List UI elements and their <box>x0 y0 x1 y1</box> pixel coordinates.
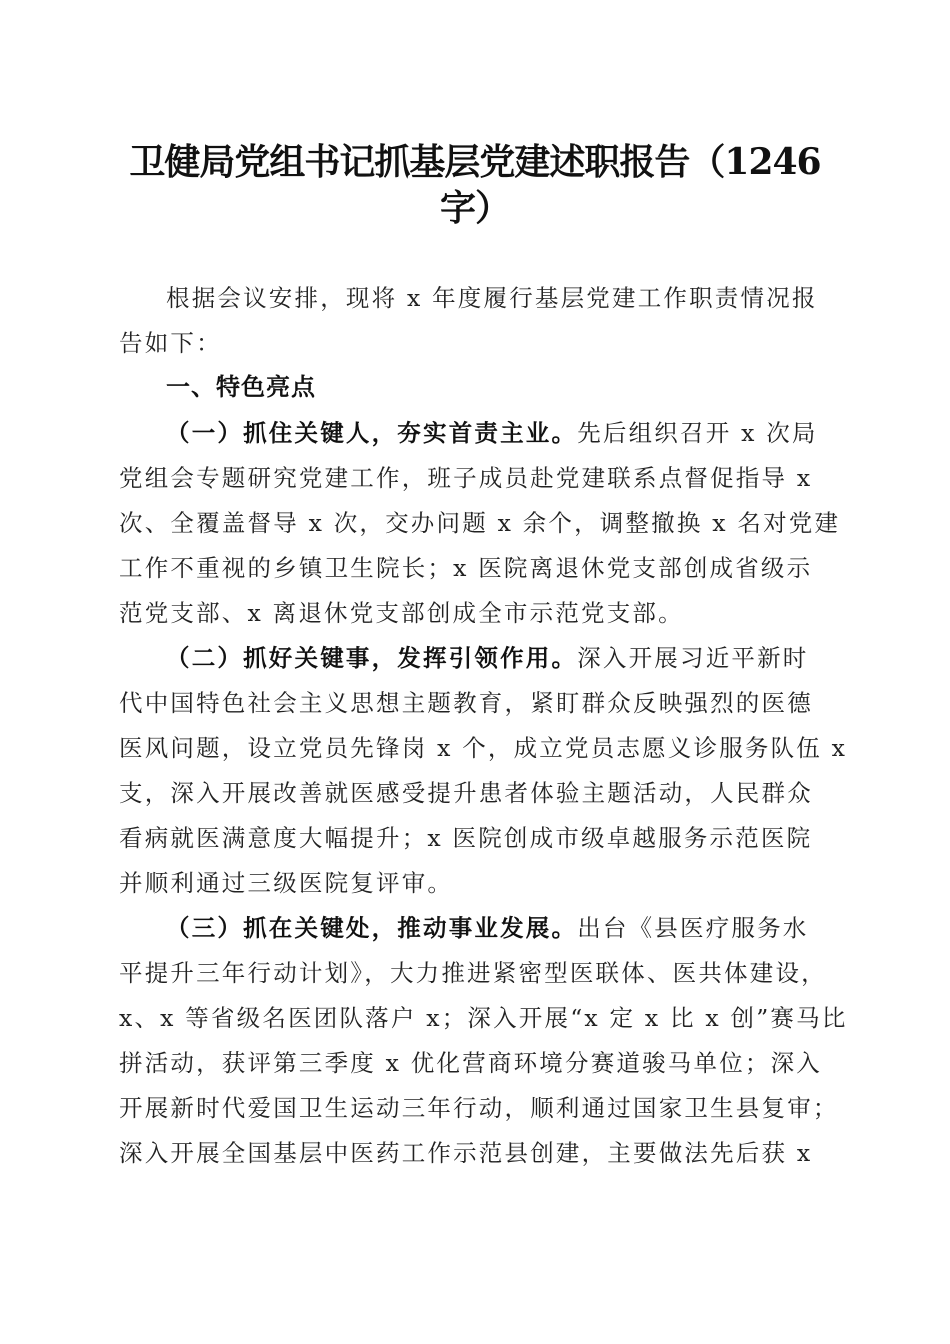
item-2-line-2: 代中国特色社会主义思想主题教育，紧盯群众反映强烈的医德 <box>119 689 813 717</box>
item-1-line-3: 次、全覆盖督导 x 次，交办问题 x 余个，调整撤换 x 名对党建 <box>119 509 841 537</box>
item-2-line-3: 医风问题，设立党员先锋岗 x 个，成立党员志愿义诊服务队伍 x <box>119 734 848 762</box>
item-3-first-line-rest: 出台《县医疗服务水 <box>577 914 809 942</box>
item-3-line-4: 拼活动，获评第三季度 x 优化营商环境分赛道骏马单位；深入 <box>119 1049 822 1077</box>
item-3-line-3: x、x 等省级名医团队落户 x；深入开展“x 定 x 比 x 创”赛马比 <box>119 1004 848 1032</box>
item-2-line-4: 支，深入开展改善就医感受提升患者体验主题活动，人民群众 <box>119 779 813 807</box>
item-3-line-5: 开展新时代爱国卫生运动三年行动，顺利通过国家卫生县复审； <box>119 1094 839 1122</box>
item-3-line-6: 深入开展全国基层中医药工作示范县创建，主要做法先后获 x <box>119 1139 813 1167</box>
item-1-first-line-rest: 先后组织召开 x 次局 <box>577 419 818 447</box>
document-title-line-2: 字） <box>439 187 510 229</box>
intro-line-2: 告如下： <box>119 329 222 357</box>
item-3-lead: （三）抓在关键处，推动事业发展。 <box>166 914 578 942</box>
item-3-line-2: 平提升三年行动计划》，大力推进紧密型医联体、医共体建设， <box>119 959 827 987</box>
intro-line-1: 根据会议安排，现将 x 年度履行基层党建工作职责情况报 <box>166 284 818 312</box>
item-3-first-line <box>166 913 809 943</box>
section-heading-highlights: 一、特色亮点 <box>166 373 316 401</box>
item-1-line-4: 工作不重视的乡镇卫生院长；x 医院离退休党支部创成省级示 <box>119 554 813 582</box>
item-1-line-2: 党组会专题研究党建工作，班子成员赴党建联系点督促指导 x <box>119 464 813 492</box>
item-2-line-5: 看病就医满意度大幅提升；x 医院创成市级卓越服务示范医院 <box>119 824 813 852</box>
item-2-lead: （二）抓好关键事，发挥引领作用。 <box>166 644 578 672</box>
item-2-first-line-rest: 深入开展习近平新时 <box>577 644 809 672</box>
item-1-first-line <box>166 418 818 448</box>
document-title-line-1: 卫健局党组书记抓基层党建述职报告（1246 <box>129 141 821 183</box>
item-2-line-6: 并顺利通过三级医院复评审。 <box>119 869 454 897</box>
item-1-lead: （一）抓住关键人，夯实首责主业。 <box>166 419 578 447</box>
item-1-line-5: 范党支部、x 离退休党支部创成全市示范党支部。 <box>119 599 684 627</box>
item-2-first-line <box>166 643 809 673</box>
